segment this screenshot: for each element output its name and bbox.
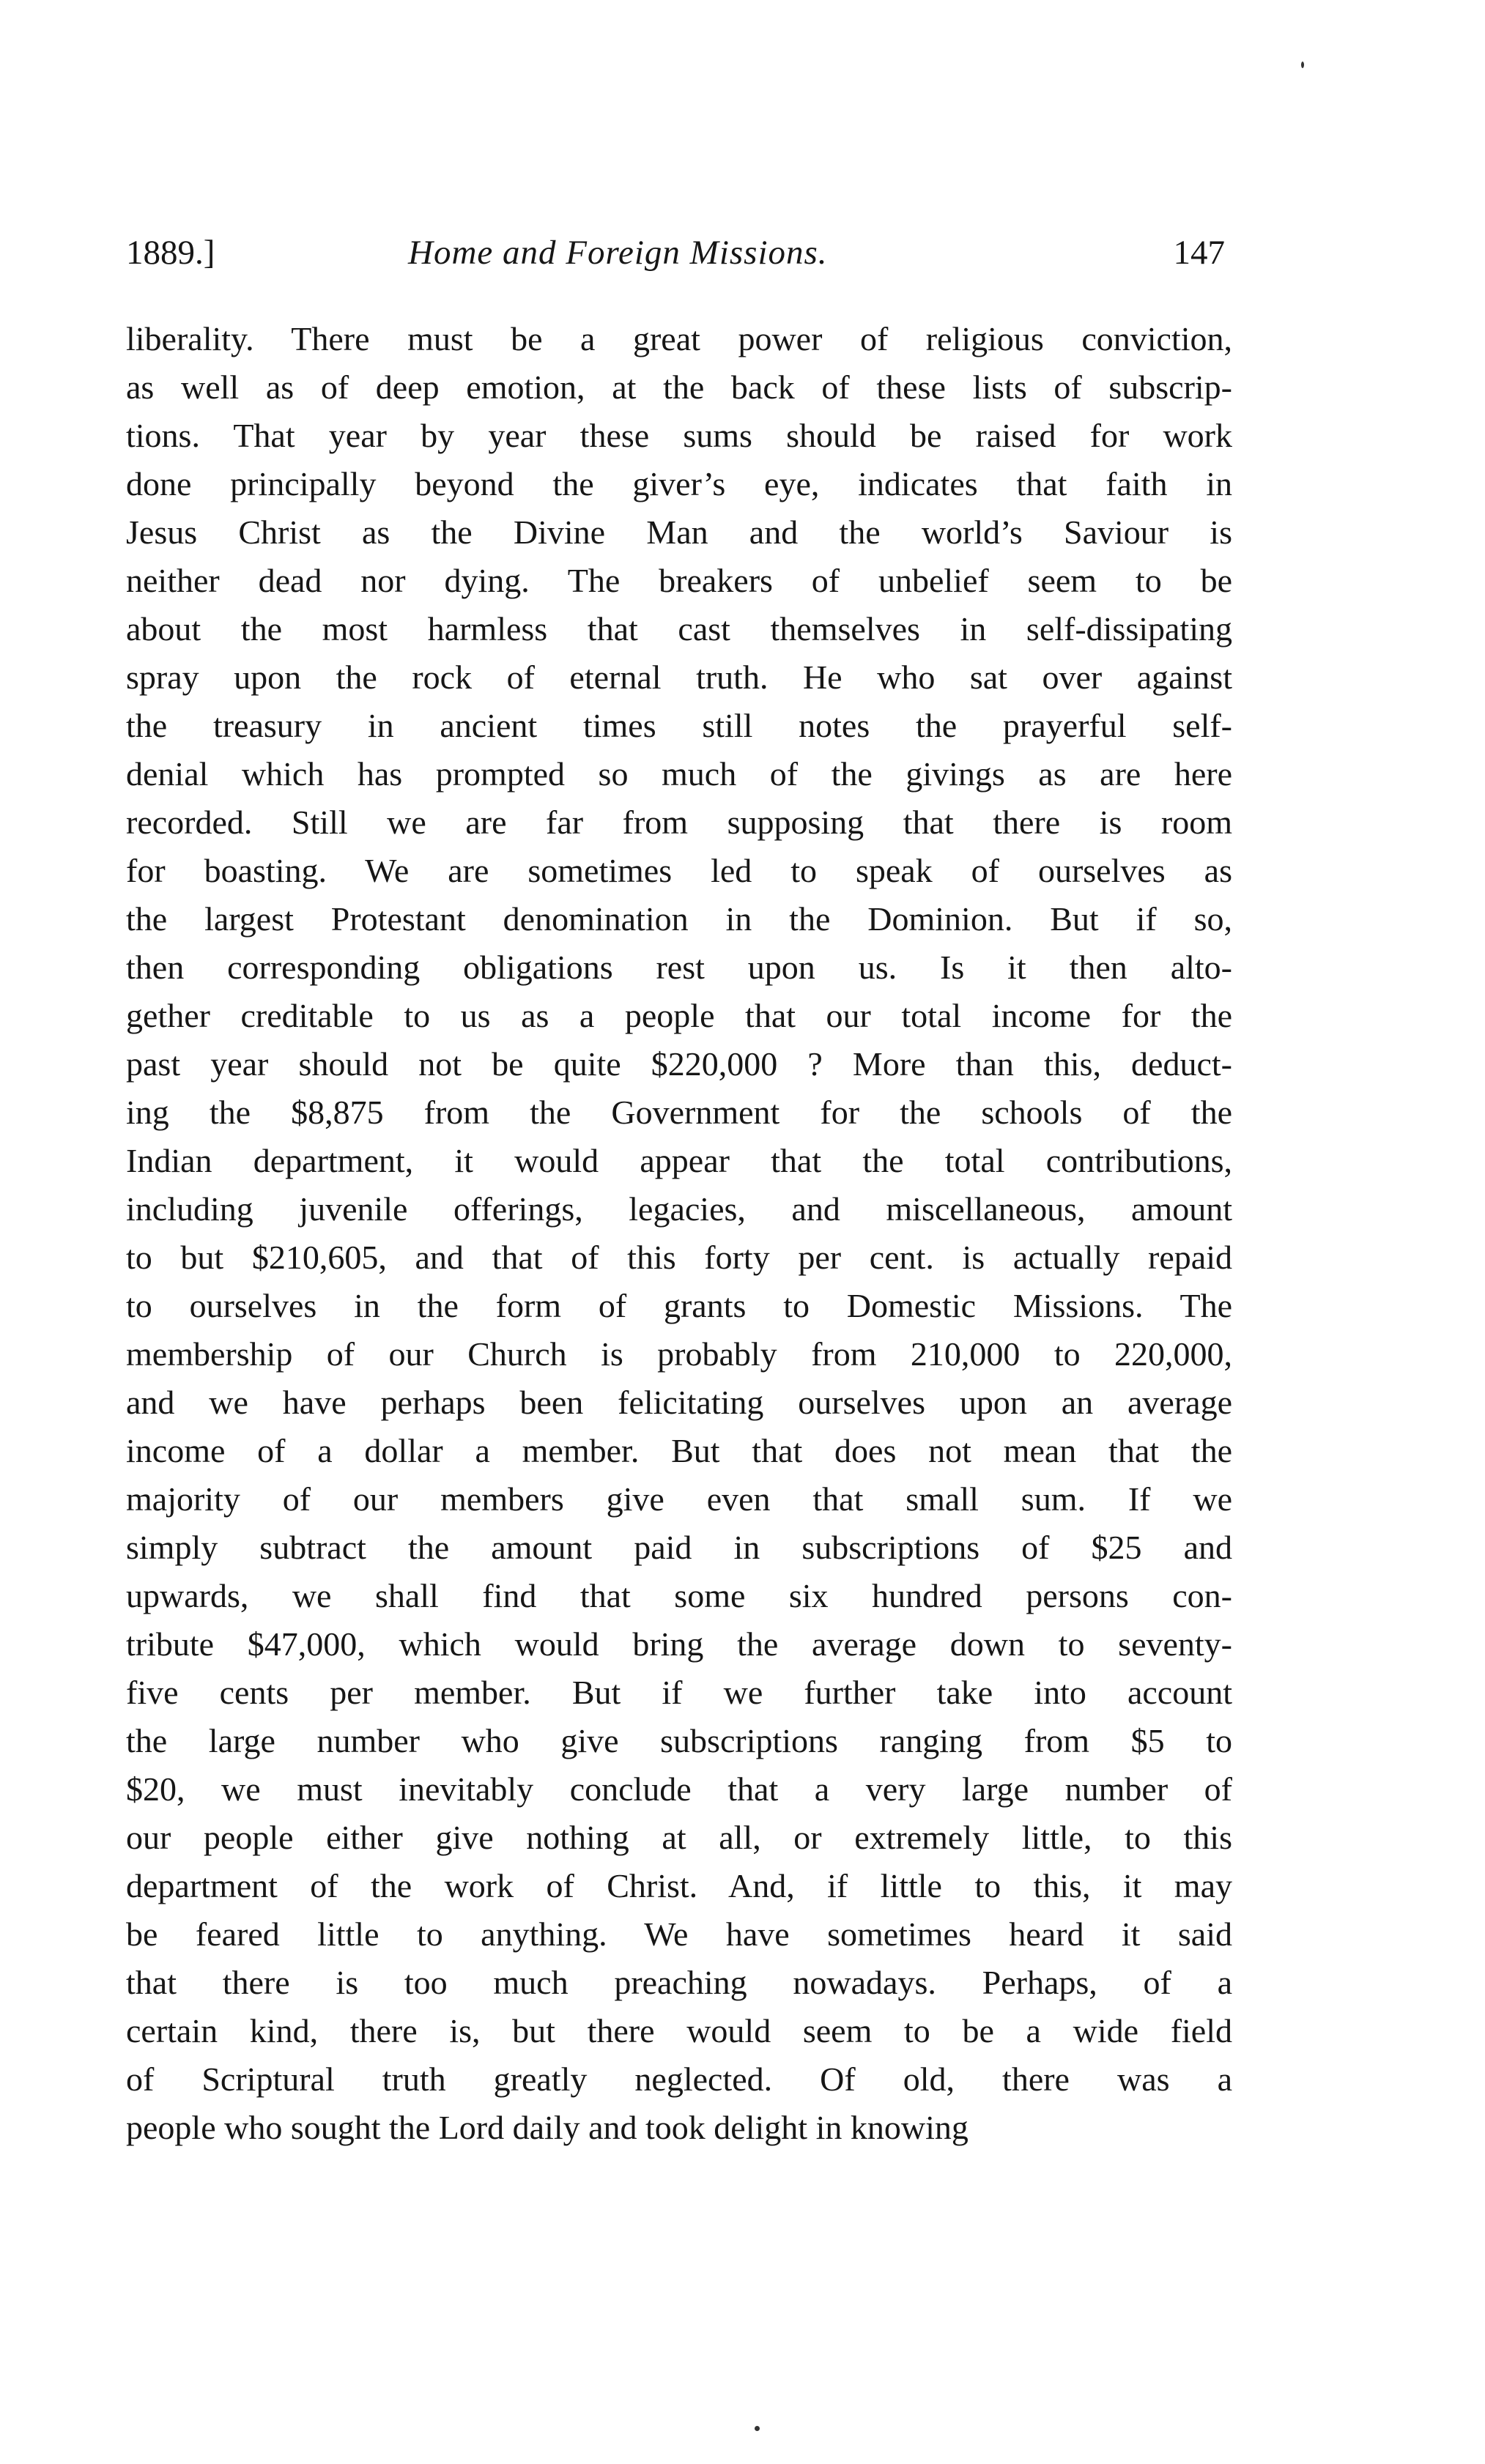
text-line: ing the $8,875 from the Government for the schools of the — [126, 1094, 1232, 1131]
header-title: Home and Foreign Missions. — [408, 234, 828, 272]
text-line: and we have perhaps been felicitating ourselves upon an average — [126, 1384, 1232, 1421]
text-line: tribute $47,000, which would bring the average down to seventy- — [126, 1625, 1232, 1663]
text-line: Indian department, it would appear that the total contributions, — [126, 1142, 1232, 1179]
text-line: as well as of deep emotion, at the back of these lists of subscrip- — [126, 368, 1232, 406]
text-line: majority of our members give even that small sum. If we — [126, 1480, 1232, 1518]
text-line: department of the work of Christ. And, if little to this, it may — [126, 1867, 1232, 1904]
text-line: then corresponding obligations rest upon us. Is it then alto- — [126, 949, 1232, 986]
text-line: the treasury in ancient times still notes the prayerful self- — [126, 707, 1232, 744]
text-line: gether creditable to us as a people that our total income for the — [126, 997, 1232, 1034]
text-line: $20, we must inevitably conclude that a very large number of — [126, 1770, 1232, 1808]
running-head — [126, 233, 1232, 284]
text-line: membership of our Church is probably from 210,000 to 220,000, — [126, 1335, 1232, 1373]
text-line: Jesus Christ as the Divine Man and the world’s Saviour is — [126, 513, 1232, 551]
text-line: the largest Protestant denomination in the Dominion. But if so, — [126, 900, 1232, 938]
header-year: 1889.] — [126, 234, 215, 272]
text-line: be feared little to anything. We have sometimes heard it said — [126, 1915, 1232, 1953]
text-line: income of a dollar a member. But that does not mean that the — [126, 1432, 1232, 1469]
text-line: past year should not be quite $220,000 ? More than this, deduct- — [126, 1045, 1232, 1083]
text-line: simply subtract the amount paid in subscriptions of $25 and — [126, 1529, 1232, 1566]
text-line: spray upon the rock of eternal truth. He who sat over against — [126, 658, 1232, 696]
text-line: including juvenile offerings, legacies, and miscellaneous, amount — [126, 1190, 1232, 1228]
text-line: recorded. Still we are far from supposing that there is room — [126, 804, 1232, 841]
text-line: certain kind, there is, but there would seem to be a wide field — [126, 2012, 1232, 2049]
body-paragraph — [126, 315, 1232, 2152]
text-line: of Scriptural truth greatly neglected. Of old, there was a — [126, 2060, 1232, 2098]
text-line: people who sought the Lord daily and took delight in knowing — [126, 2109, 969, 2146]
text-line: to but $210,605, and that of this forty per cent. is actually repaid — [126, 1239, 1232, 1276]
text-line: upwards, we shall find that some six hundred persons con- — [126, 1577, 1232, 1614]
text-line: about the most harmless that cast themselves in self-dissipating — [126, 610, 1232, 647]
text-line: five cents per member. But if we further take into account — [126, 1674, 1232, 1711]
text-line: that there is too much preaching nowadays. Perhaps, of a — [126, 1964, 1232, 2001]
scan-speck — [1301, 62, 1304, 68]
scan-speck — [755, 2426, 760, 2431]
text-line: for boasting. We are sometimes led to speak of ourselves as — [126, 852, 1232, 889]
page-number: 147 — [1173, 234, 1225, 272]
text-line: done principally beyond the giver’s eye, indicates that faith in — [126, 465, 1232, 502]
text-line: neither dead nor dying. The breakers of unbelief seem to be — [126, 562, 1232, 599]
text-line: our people either give nothing at all, or extremely little, to this — [126, 1819, 1232, 1856]
text-line: denial which has prompted so much of the givings as are here — [126, 755, 1232, 793]
text-line: tions. That year by year these sums should be raised for work — [126, 417, 1232, 454]
text-line: to ourselves in the form of grants to Domestic Missions. The — [126, 1287, 1232, 1324]
text-line: liberality. There must be a great power of religious conviction, — [126, 320, 1232, 357]
text-line: the large number who give subscriptions ranging from $5 to — [126, 1722, 1232, 1759]
